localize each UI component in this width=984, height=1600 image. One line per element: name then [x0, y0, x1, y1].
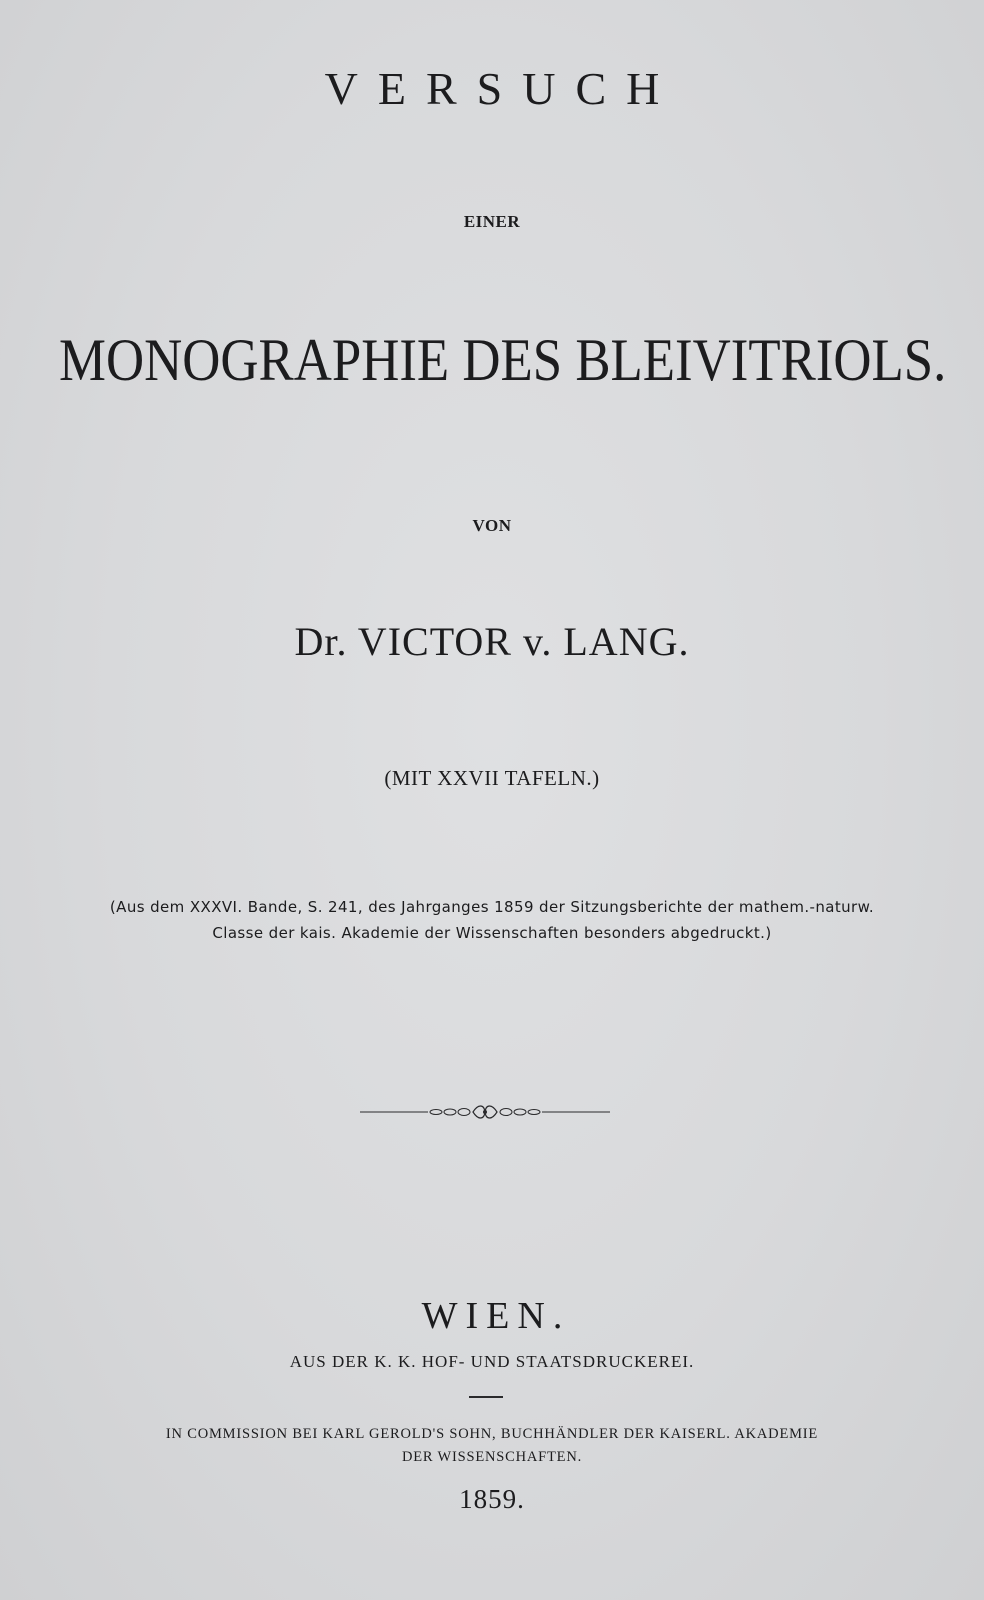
offprint-note-line-2: Classe der kais. Akademie der Wissenschaften besonders abgedruckt.): [212, 924, 772, 942]
imprint-printer: AUS DER K. K. HOF- UND STAATSDRUCKEREI.: [289, 1352, 695, 1371]
imprint-commission-line-2: DER WISSENSCHAFTEN.: [401, 1449, 583, 1465]
imprint-commission-line-1: IN COMMISSION BEI KARL GEROLD'S SOHN, BUCHHÄNDLER DER KAISERL. AKADEMIE: [165, 1426, 819, 1442]
title-versuch: VERSUCH: [324, 63, 680, 114]
title-monographie: MONOGRAPHIE DES BLEIVITRIOLS.: [59, 327, 947, 393]
imprint-city: WIEN.: [421, 1295, 571, 1337]
byline-von: VON: [472, 516, 512, 535]
offprint-note-line-1: (Aus dem XXXVI. Bande, S. 241, des Jahrganges 1859 der Sitzungsberichte der mathem.-naturw.: [109, 898, 875, 916]
imprint-year: 1859.: [459, 1484, 525, 1514]
plates-note: (MIT XXVII TAFELN.): [384, 766, 600, 790]
title-einer: EINER: [463, 212, 521, 231]
imprint-rule: [469, 1396, 503, 1398]
ornament-divider-icon: [360, 1102, 610, 1122]
author-name: Dr. VICTOR v. LANG.: [294, 619, 690, 664]
